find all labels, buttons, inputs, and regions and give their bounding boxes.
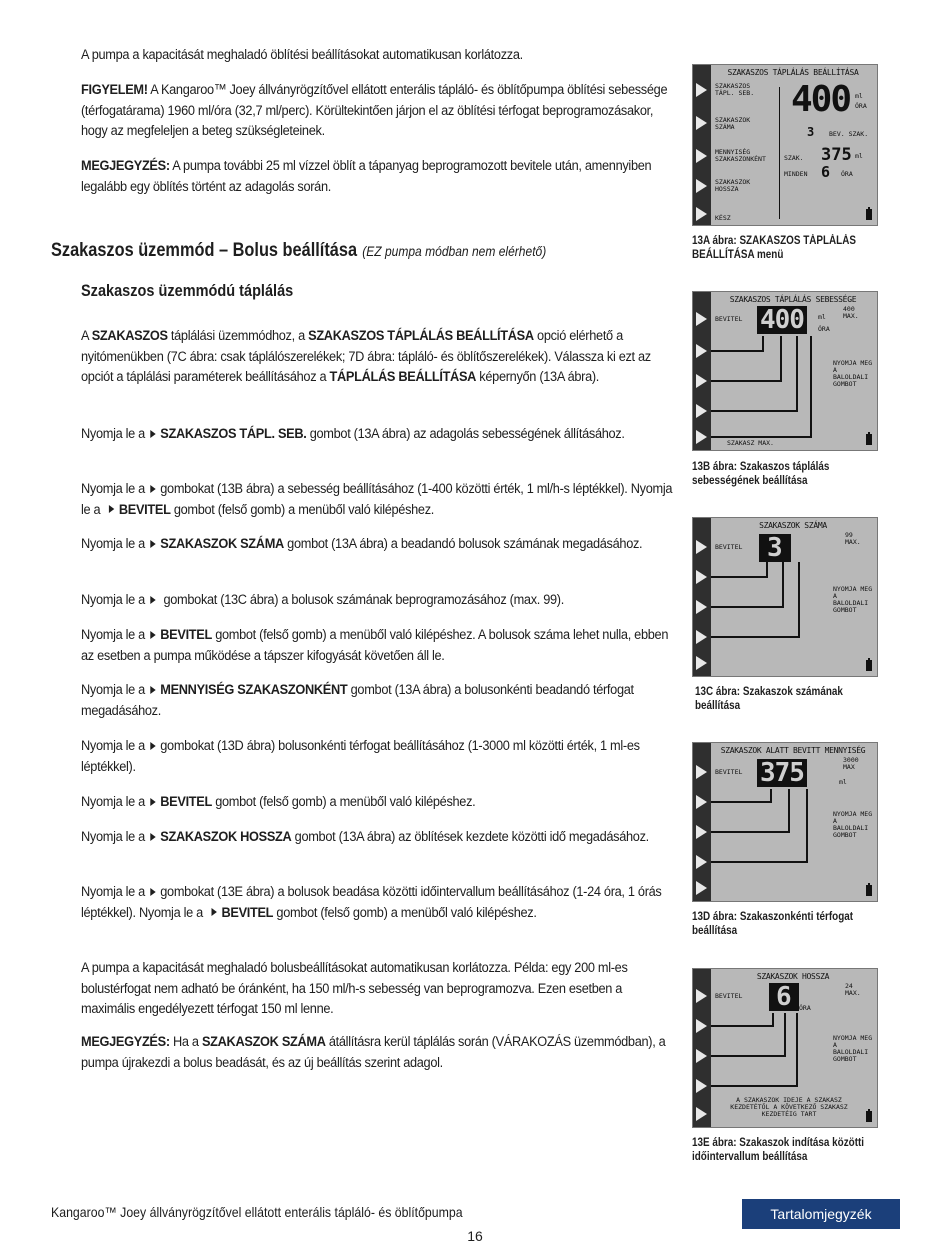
menu-rate: SZAKASZOS TÁPL. SEB. [715,82,755,97]
step-text: gombot (13A ábra) az öblítések kezdete közötti idő megadásához. [291,829,649,845]
battery-icon [866,434,872,445]
page-number: 16 [467,1228,483,1244]
step-paragraph [81,792,673,813]
step-text: Nyomja le a [81,738,145,754]
intro-text: opció elérhető a nyitómenükben (7C ábra: csak táplálószerelékek; 7D ábra: tápláló- és öblítőszerelékek). Válassza ki ezt az opciót a táplálási paraméterek beállításához a [81,328,651,385]
rate-value: 400 [791,79,851,120]
arrow-line [711,336,763,351]
arrow-line [711,562,767,577]
step-text: gombot (felső gomb) a menüből való kilépéshez. [170,501,435,518]
count-value: 3 [759,534,791,562]
interval-value: 6 [821,163,831,181]
intro-text: képernyőn (13A ábra). [476,369,600,385]
step-bold: MENNYISÉG SZAKASZONKÉNT [160,682,348,698]
volume-unit: ml [839,778,847,786]
count-value: 3 [807,125,815,139]
right-arrow-icon [150,540,155,548]
right-arrow-icon [150,631,155,639]
intro-text: A [81,328,92,344]
figure-13d-caption: 13D ábra: Szakaszonkénti térfogat beállítása [692,911,854,937]
step-text: gombot (felső gomb) a menüből való kilépéshez. [273,904,537,921]
subheading: Szakaszos üzemmódú táplálás [81,282,294,300]
rate-unit: ml [818,313,826,321]
step-paragraph [81,479,673,520]
volume-value: 375 [821,145,852,165]
figure-13b-caption: 13B ábra: Szakaszos táplálás sebességének beállítása [692,461,830,487]
figure-13b-screen [692,291,878,451]
note-label: MEGJEGYZÉS: [81,1034,170,1050]
step-text: Nyomja le a [81,592,145,608]
divider [779,87,780,219]
step-paragraph [81,680,673,721]
rate-value: 400 [757,306,807,334]
rate-unit: ml [855,92,863,100]
right-arrow-icon [109,505,114,513]
note-text: átállításra kerül táplálás során (VÁRAKOZÁS üzemmódban), a pumpa újrakezdi a bolus beadását, és az új beállítás szerint adagol. [81,1034,666,1071]
arrow-line [711,789,807,862]
intro-text: táplálási üzemmódhoz, a [167,328,309,344]
step-bold: BEVITEL [160,627,212,643]
step-paragraph [81,882,673,923]
figure-13a-screen [692,64,878,226]
step-text: gombokat (13E ábra) a bolusok beadása közötti időintervallum beállításához (1-24 óra, 1 órás léptékkel). Nyomja le a [81,884,662,921]
right-arrow-icon [150,430,155,438]
rate-unit: ÓRA [818,325,830,333]
rate-unit: ÓRA [855,102,867,110]
right-arrow-icon [212,908,217,916]
step-text: Nyomja le a [81,682,145,698]
step-text: gombot (felső gomb) a menüből való kilépéshez. A bolusok száma lehet nulla, ebben az esetben a pumpa működése a tápszer kifogyását követően áll le. [81,627,669,664]
intro-paragraph [81,326,673,388]
paragraph-text: A pumpa a kapacitását meghaladó öblítési beállításokat automatikusan korlátozza. [81,47,523,63]
step-text: gombokat (13C ábra) a bolusok számának beprogramozásához (max. 99). [160,592,564,608]
instruction-text: NYOMJA MEG A BALOLDALI GOMBOT [833,585,873,614]
warning-text: A Kangaroo™ Joey állványrögzítővel ellátott enterális tápláló- és öblítőpumpa öblítési sebessége (térfogatárama) 1960 ml/óra (32,7 ml/perc). Körültekintően járjon el az öblítési térfogat beprogramozásakor, hogy az megfeleljen a beteg szükségleteinek. [81,82,668,139]
figure-13c-caption: 13C ábra: Szakaszok számának beállítása [695,686,843,712]
step-text: gombokat (13D ábra) bolusonkénti térfogat beállításához (1-3000 ml közötti érték, 1 ml-es léptékkel). [81,738,640,775]
arrow-line [711,1013,773,1026]
max-label: 99 MAX. [845,531,861,546]
volume-label: SZAK. [784,154,804,162]
section-heading [51,240,546,262]
right-arrow-icon [150,686,155,694]
softkey-arrow-icon [696,149,707,163]
softkey-arrow-icon [696,179,707,193]
note-bold: SZAKASZOK SZÁMA [201,1034,326,1050]
warning-paragraph [81,80,673,142]
closing-paragraph [81,958,673,1020]
count-label: BEV. SZAK. [829,130,869,138]
step-paragraph [81,424,673,445]
screen-title: SZAKASZOS TÁPLÁLÁS BEÁLLÍTÁSA [713,68,873,77]
figure-13d-screen [692,742,878,902]
instruction-text: NYOMJA MEG A BALOLDALI GOMBOT [833,359,873,388]
arrow-line [711,336,781,381]
paragraph-capacity-limit [81,45,673,66]
intro-bold: TÁPLÁLÁS BEÁLLÍTÁSA [329,369,477,385]
step-text: Nyomja le a [81,536,145,552]
table-of-contents-button[interactable]: Tartalomjegyzék [742,1199,900,1229]
interval-value: 6 [769,983,799,1011]
step-text: gombot (felső gomb) a menüből való kilépéshez. [211,794,476,810]
right-arrow-icon [150,888,155,896]
closing-text: A pumpa a kapacitását meghaladó bolusbeállításokat automatikusan korlátozza. Példa: egy 200 ml-es bolustérfogat nem adható be óránként, ha 150 ml/h-s sebesség van beprogramozva. Ezen esetben a maximális engedélyezett térfogat 150 ml lenne. [81,960,628,1017]
step-paragraph [81,590,673,611]
volume-unit: ml [855,152,863,160]
interval-note: A SZAKASZOK IDEJE A SZAKASZ KEZDETÉTŐL A KÖVETKEZŐ SZAKASZ KEZDETÉIG TART [730,1096,848,1118]
menu-volume: MENNYISÉG SZAKASZONKÉNT [715,148,766,163]
step-bold: SZAKASZOK SZÁMA [160,536,284,552]
right-arrow-icon [150,742,155,750]
softkey-arrow-icon [696,83,707,97]
step-paragraph [81,534,673,555]
right-arrow-icon [150,596,155,604]
section-heading-note: (EZ pumpa módban nem elérhető) [362,243,547,259]
screen-title: SZAKASZOK SZÁMA [759,521,827,530]
screen-title: SZAKASZOK ALATT BEVITT MENNYISÉG [720,746,866,755]
enter-label: BEVITEL [715,768,743,776]
step-paragraph [81,736,673,777]
step-paragraph [81,625,673,666]
right-arrow-icon [150,833,155,841]
figure-13c-screen [692,517,878,677]
volume-value: 375 [757,759,807,787]
warning-label: FIGYELEM! [81,82,148,98]
instruction-text: NYOMJA MEG A BALOLDALI GOMBOT [833,1034,873,1063]
arrow-line [711,562,799,637]
right-arrow-icon [150,798,155,806]
step-text: Nyomja le a [81,627,145,643]
step-paragraph [81,827,673,848]
max-label: 24 MAX. [845,982,861,997]
step-bold: BEVITEL [221,904,274,921]
battery-icon [866,660,872,671]
arrow-line [711,789,771,802]
step-bold: SZAKASZOK HOSSZA [160,829,292,845]
note-text: Ha a [169,1034,202,1050]
figure-13e-screen [692,968,878,1128]
step-text: gombokat (13B ábra) a sebesség beállításához (1-400 közötti érték, 1 ml/h-s léptékkel). Nyomja le a [81,481,673,518]
battery-icon [866,885,872,896]
note-label: MEGJEGYZÉS: [81,158,170,174]
figure-13a-caption: 13A ábra: SZAKASZOS TÁPLÁLÁS BEÁLLÍTÁSA menü [692,235,856,261]
step-text: Nyomja le a [81,829,145,845]
step-text: gombot (13A ábra) a bolusonkénti beadandó térfogat megadásához. [81,682,634,719]
battery-icon [866,1111,872,1122]
menu-count: SZAKASZOK SZÁMA [715,116,751,131]
figure-13e-caption: 13E ábra: Szakaszok indítása közötti időintervallum beállítása [692,1137,865,1163]
instruction-text: NYOMJA MEG A BALOLDALI GOMBOT [833,810,873,839]
closing-note [81,1032,673,1073]
step-text: Nyomja le a [81,481,145,497]
menu-interval: SZAKASZOK HOSSZA [715,178,751,193]
section-heading-text: Szakaszos üzemmód – Bolus beállítása [51,240,358,261]
screen-title: SZAKASZOS TÁPLÁLÁS SEBESSÉGE [729,295,857,304]
step-text: gombot (13A ábra) a beadandó bolusok számának megadásához. [283,536,643,552]
enter-label: BEVITEL [715,992,743,1000]
interval-unit: ÓRA [799,1004,811,1012]
softkey-arrow-icon [696,207,707,221]
screen-title: SZAKASZOK HOSSZA [756,972,830,981]
arrow-line [711,336,797,411]
step-bold: BEVITEL [118,501,171,518]
enter-label: BEVITEL [715,543,743,551]
intro-bold: SZAKASZOS TÁPLÁLÁS BEÁLLÍTÁSA [308,328,534,344]
battery-icon [866,209,872,220]
step-text: gombot (13A ábra) az adagolás sebességének állításához. [306,426,625,442]
step-text: Nyomja le a [81,426,145,442]
intro-bold: SZAKASZOS [91,328,168,344]
bottom-label: SZAKASZ MAX. [727,439,774,447]
step-text: Nyomja le a [81,794,145,810]
step-bold: SZAKASZOS TÁPL. SEB. [160,426,307,442]
enter-label: BEVITEL [715,315,743,323]
step-text: Nyomja le a [81,884,145,900]
interval-unit: ÓRA [841,170,853,178]
arrow-line [711,562,783,607]
note-text: A pumpa további 25 ml vízzel öblít a tápanyag beprogramozott bevitele után, amennyiben legalább egy öblítés történt az adagolás során. [81,158,652,195]
interval-label: MINDEN [784,170,808,178]
step-bold: BEVITEL [160,794,212,810]
arrow-line [711,789,789,832]
max-label: 3000 MAX [843,756,859,771]
note-paragraph [81,156,673,197]
max-label: 400 MAX. [843,305,859,320]
right-arrow-icon [150,485,155,493]
menu-done: KÉSZ [715,214,731,222]
footer-product-name: Kangaroo™ Joey állványrögzítővel ellátott enterális tápláló- és öblítőpumpa [51,1204,463,1220]
softkey-arrow-icon [696,116,707,130]
